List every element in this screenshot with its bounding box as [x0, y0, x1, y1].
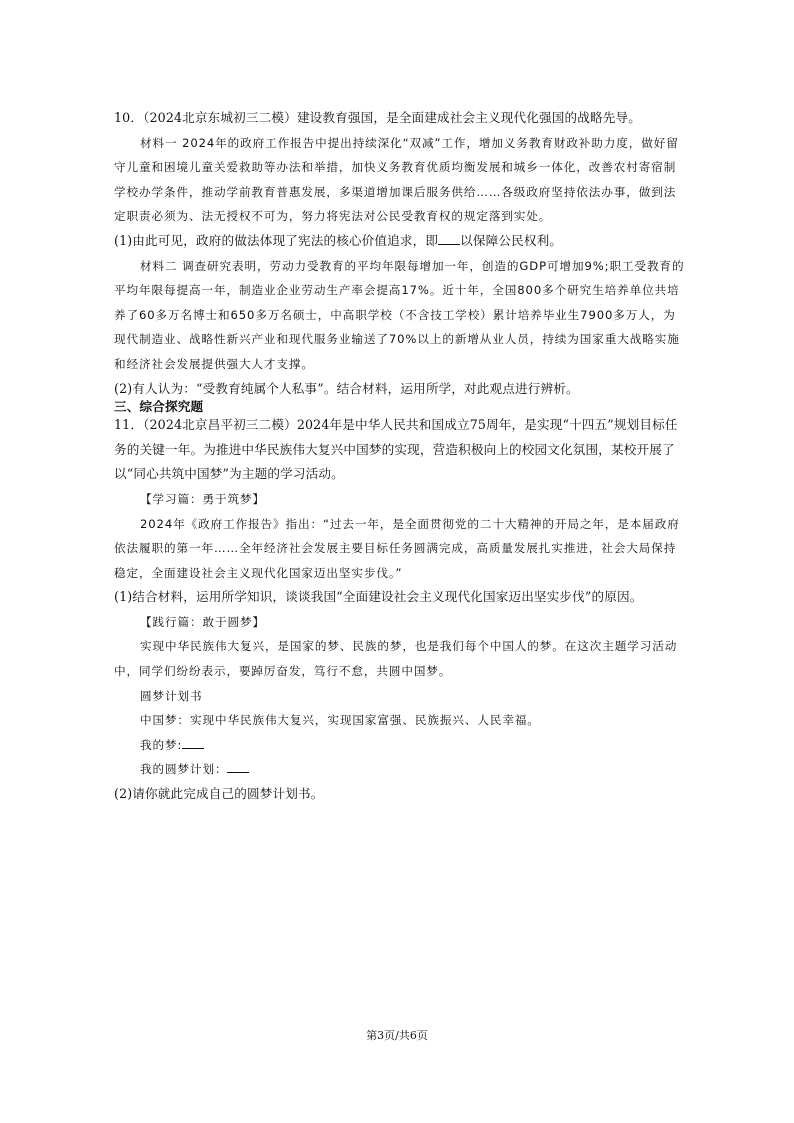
plan-my-steps — [114, 757, 686, 782]
q11-part1-title: 【学习篇：勇于筑梦】 — [140, 491, 265, 506]
q11-sub-question-1: (1)结合材料，运用所学知识，谈谈我国“全面建设社会主义现代化国家迈出坚实步伐”的原因。 — [114, 589, 643, 605]
page-number: 第3页/共6页 — [366, 1029, 428, 1042]
answer-blank — [182, 748, 204, 749]
q11-sub-question-2: (2)请你就此完成自己的圆梦计划书。 — [114, 786, 324, 802]
q10-stem: 10．（2024北京东城初三二模）建设教育强国，是全面建成社会主义现代化强国的战略先导。 — [114, 110, 641, 125]
q10-sub-question-2: (2)有人认为：“受教育纯属个人私事”。结合材料，运用所学，对此观点进行辨析。 — [114, 380, 579, 396]
plan-china-dream: 中国梦：实现中华民族伟大复兴，实现国家富强、民族振兴、人民幸福。 — [140, 713, 540, 728]
plan-title: 圆梦计划书 — [140, 688, 203, 703]
plan-my-steps-label: 我的圆梦计划： — [140, 762, 228, 777]
q11-stem: 11．（2024北京昌平初三二模）2024年是中华人民共和国成立75周年，是实现“十四五”规划目标任务的关键一年。为推进中华民族伟大复兴中国梦的实现，营造积极向上的校园文化氛围，某校开展了以“同心共筑中国梦”为主题的学习活动。 — [114, 417, 678, 482]
answer-blank — [438, 244, 460, 245]
section-heading: 三、综合探究题 — [114, 399, 204, 415]
q10-sub1-text-a: (1)由此可见，政府的做法体现了宪法的核心价值追求，即 — [114, 232, 439, 248]
q10-material-1: 材料一 2024年的政府工作报告中提出持续深化“双减”工作，增加义务教育财政补助力度，做好留守儿童和困境儿童关爱救助等办法和举措，加快义务教育优质均衡发展和城乡一体化，改善农村寄宿制学校办学条件，推动学前教育普惠发展，多渠道增加课后服务供给……各级政府坚持依法办事，做到法定职责必须为、法无授权不可为，努力将宪法对公民受教育权的规定落到实处。 — [114, 135, 679, 224]
q11-part1-text: 2024年《政府工作报告》指出：“过去一年，是全面贯彻党的二十大精神的开局之年，是本届政府依法履职的第一年……全年经济社会发展主要目标任务圆满完成，高质量发展扎实推进，社会大局保持稳定，全面建设社会主义现代化国家迈出坚实步伐。” — [114, 516, 680, 580]
plan-my-dream-label: 我的梦: — [140, 737, 183, 752]
q10-sub1-text-b: 以保障公民权利。 — [460, 232, 563, 248]
document-body — [114, 106, 686, 807]
q10-sub-question-1 — [114, 229, 686, 254]
q11-part2-text: 实现中华民族伟大复兴，是国家的梦、民族的梦，也是我们每个中国人的梦。在这次主题学习活动中，同学们纷纷表示，要踔厉奋发，笃行不怠，共圆中国梦。 — [114, 639, 678, 679]
q11-part2-title: 【践行篇：敢于圆梦】 — [140, 614, 265, 629]
answer-blank — [227, 772, 249, 773]
q10-material-2: 材料二 调查研究表明，劳动力受教育的平均年限每增加一年，创造的GDP可增加9%;职工受教育的平均年限每提高一年，制造业企业劳动生产率会提高17%。近十年，全国800多个研究生培养单位共培养了60多万名博士和650多万名硕士，中高职学校（不含技工学校）累计培养毕业生7900多万人，为现代制造业、战略性新兴产业和现代服务业输送了70%以上的新增从业人员，持续为国家重大战略实施和经济社会发展提供强大人才支撑。 — [114, 258, 685, 371]
plan-my-dream — [114, 733, 686, 758]
